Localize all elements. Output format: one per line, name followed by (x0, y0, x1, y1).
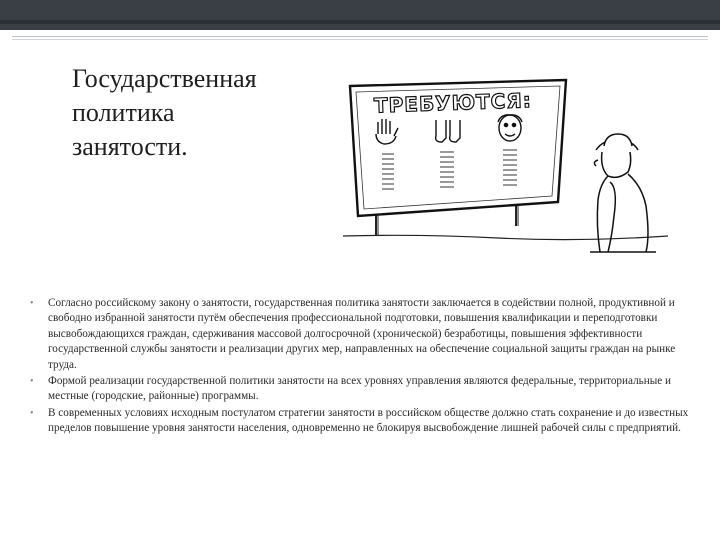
hat-crown (604, 134, 632, 146)
bullet-list (30, 296, 692, 438)
header-rule (12, 36, 708, 37)
list-item (30, 406, 692, 437)
list-item-text: Согласно российскому закону о занятости, государственная политика занятости заключается в содействии полной, продуктивной и свободно избранной занятости путём обеспечения профессиональной подготовки, повышения квалификации и переподготовки высвобождающихся граждан, сдерживания массовой долгосрочной (хронической) безработицы, повышения эффективности государственной службы занятости и реализации других мер, направленных на обеспечение социальной защиты граждан на рынке труда. (48, 297, 676, 371)
arm (608, 182, 615, 252)
list-item (30, 374, 692, 405)
sign-header-text: ТРЕБУЮТСЯ: (373, 88, 533, 118)
job-board-cartoon-icon (338, 76, 678, 266)
list-item-text: В современных условиях исходным постулатом стратегии занятости в российском обществе должно стать сохранение и до известных пределов повышение уровня занятости населения, одновременно не блокируя высвобождение лишней рабочей силы с предприятий. (48, 406, 689, 435)
slide-title-line-1: Государственная (72, 64, 257, 93)
bullet-icon: • (30, 376, 34, 388)
bullet-icon: • (30, 407, 34, 419)
body-front (597, 176, 608, 252)
ground-line (343, 235, 668, 239)
man-icon (590, 134, 656, 252)
slide-title-line-2: политика (72, 98, 175, 127)
slide-title (72, 62, 302, 164)
list-item-text: Формой реализации государственной политики занятости на всех уровнях управления являются федеральные, территориальные и местные (городские, районные) программы. (48, 375, 672, 403)
slide-title-line-3: занятости. (72, 132, 188, 161)
header-stripe (0, 20, 720, 24)
head (602, 152, 631, 177)
header-rule-secondary (12, 39, 708, 40)
body-back (628, 174, 648, 252)
bullet-icon: • (30, 298, 34, 309)
list-item (30, 296, 692, 373)
nose (594, 160, 598, 166)
header-bar (0, 0, 720, 30)
